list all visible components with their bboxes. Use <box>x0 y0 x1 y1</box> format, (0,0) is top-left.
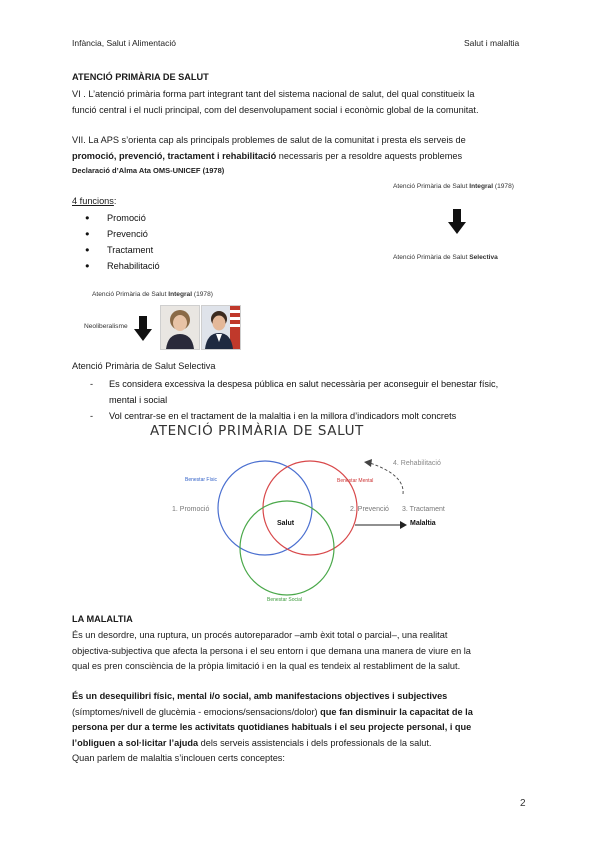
selectiva-item1-line2: mental i social <box>109 395 168 405</box>
aps-selectiva-bold: Selectiva <box>469 254 498 261</box>
header-right: Salut i malaltia <box>464 38 520 48</box>
paragraph-vii-line1: VII. La APS s’orienta cap als principals problemes de salut de la comunitat i presta els serveis de <box>72 135 466 145</box>
malaltia-p2-bold: que fan disminuir la capacitat de la <box>317 706 473 717</box>
malaltia-title: LA MALALTIA <box>72 614 133 624</box>
neolib-caption-bold: Integral <box>168 291 193 298</box>
functions-list <box>72 210 160 274</box>
aps-integral-label <box>393 183 514 190</box>
header-left: Infància, Salut i Alimentació <box>72 38 176 48</box>
aps-integral-prefix: Atenció Primària de Salut <box>393 183 470 190</box>
list-item: ● Tractament <box>72 242 160 258</box>
venn-circle-social <box>240 501 334 595</box>
portrait-photo-2 <box>201 305 241 350</box>
malaltia-p2-paren: (símptomes/nivell de glucèmia - emocions/sensacions/dolor) <box>72 706 318 717</box>
malaltia-label: Malaltia <box>410 520 436 527</box>
malaltia-p2-line4-rest: dels serveis assistencials i dels professionals de la salut. <box>198 737 432 748</box>
arrow-down-icon <box>448 209 466 235</box>
neolib-caption <box>92 291 213 298</box>
page-number: 2 <box>520 798 526 809</box>
neoliberalisme-label: Neoliberalisme <box>84 323 128 330</box>
venn-graphic <box>150 420 460 612</box>
malaltia-p2-line2 <box>72 705 528 721</box>
portrait-photo-1 <box>160 305 200 350</box>
malaltia-p2-line4 <box>72 736 528 752</box>
malaltia-paragraph-2 <box>72 689 528 767</box>
paragraph-vii <box>72 133 528 164</box>
venn-circle-mental <box>263 461 357 555</box>
aps-integral-bold: Integral <box>469 183 494 190</box>
selectiva-item2: Vol centrar-se en el tractament de la malaltia i en la millora d’indicadors molt concrets <box>109 411 457 421</box>
malaltia-p2-line1: És un desequilibri físic, mental i/o social, amb manifestacions objectives i subjectives <box>72 691 448 701</box>
malaltia-paragraph-1 <box>72 628 528 675</box>
list-item-continuation <box>72 392 528 408</box>
aps-selectiva-label <box>393 254 498 261</box>
selectiva-list <box>72 376 528 424</box>
list-item <box>72 376 528 392</box>
venn-label-social: Benestar Social <box>267 597 303 603</box>
functions-heading <box>72 194 116 210</box>
rehab-dashed-arrow <box>370 463 403 494</box>
list-item: ● Rehabilitació <box>72 258 160 274</box>
malaltia-p2-line3: persona per dur a terme les activitats quotidianes habituals i el seu projecte personal, i que <box>72 722 472 732</box>
neolib-caption-prefix: Atenció Primària de Salut <box>92 291 169 298</box>
aps-integral-suffix: (1978) <box>493 183 514 190</box>
list-item: ● Promoció <box>72 210 160 226</box>
functions-bold-text: promoció, prevenció, tractament i rehabilitació <box>72 150 277 161</box>
selectiva-title: Atenció Primària de Salut Selectiva <box>72 361 216 371</box>
arrow-down-icon <box>134 316 152 342</box>
paragraph-vii-line2 <box>72 149 528 165</box>
paragraph-vi <box>72 87 528 118</box>
neolib-caption-suffix: (1978) <box>192 291 213 298</box>
venn-label-mental: Benestar Mental <box>337 478 374 484</box>
functions-heading-colon: : <box>113 196 117 206</box>
paragraph-vi-line1: VI . L’atenció primària forma part integrant tant del sistema nacional de salut, del qual constitueix la <box>72 89 475 99</box>
malaltia-p2-line4-bold: l’obliguen a sol·licitar l’ajuda <box>72 737 199 748</box>
functions-heading-text: 4 funcions <box>72 196 114 206</box>
malaltia-p1-line2: objectiva-subjectiva que afecta la persona i el seu entorn i que demana una manera de viure en la <box>72 645 471 656</box>
venn-title: ATENCIÓ PRIMÀRIA DE SALUT <box>150 423 364 439</box>
portrait-2-image <box>202 306 240 349</box>
section-title: ATENCIÓ PRIMÀRIA DE SALUT <box>72 72 209 82</box>
step-promocio: 1. Promoció <box>172 506 210 513</box>
selectiva-item1-line1: Es considera excessiva la despesa pública en salut necessària per aconseguir el benestar físic, <box>109 379 499 389</box>
list-item: ● Prevenció <box>72 226 160 242</box>
venn-label-fisic: Benestar Físic <box>185 477 217 483</box>
venn-circle-fisic <box>218 461 312 555</box>
step-rehabilitacio: 4. Rehabilitació <box>393 460 441 467</box>
paragraph-vii-line2-rest: necessaris per a resoldre aquests problemes <box>276 150 463 161</box>
portrait-1-image <box>161 306 199 349</box>
declaration-citation: Declaració d’Alma Ata OMS-UNICEF (1978) <box>72 166 225 175</box>
step-tractament: 3. Tractament <box>402 506 445 513</box>
paragraph-vi-line2: funció central i el nucli principal, com del desenvolupament social i econòmic global de la comunitat. <box>72 104 479 115</box>
venn-center-label: Salut <box>277 520 295 527</box>
malaltia-paragraph-3: Quan parlem de malaltia s’inclouen certs conceptes: <box>72 753 285 763</box>
step-prevencio: 2. Prevenció <box>350 506 389 513</box>
aps-venn-diagram <box>150 420 460 612</box>
malaltia-p1-line1: És un desordre, una ruptura, un procés autoreparador –amb èxit total o parcial–, una realitat <box>72 630 448 640</box>
aps-selectiva-prefix: Atenció Primària de Salut <box>393 254 470 261</box>
malaltia-p1-line3: qual es pren consciència de la pròpia limitació i en la qual es tendeix al restabliment de la salut. <box>72 661 461 671</box>
